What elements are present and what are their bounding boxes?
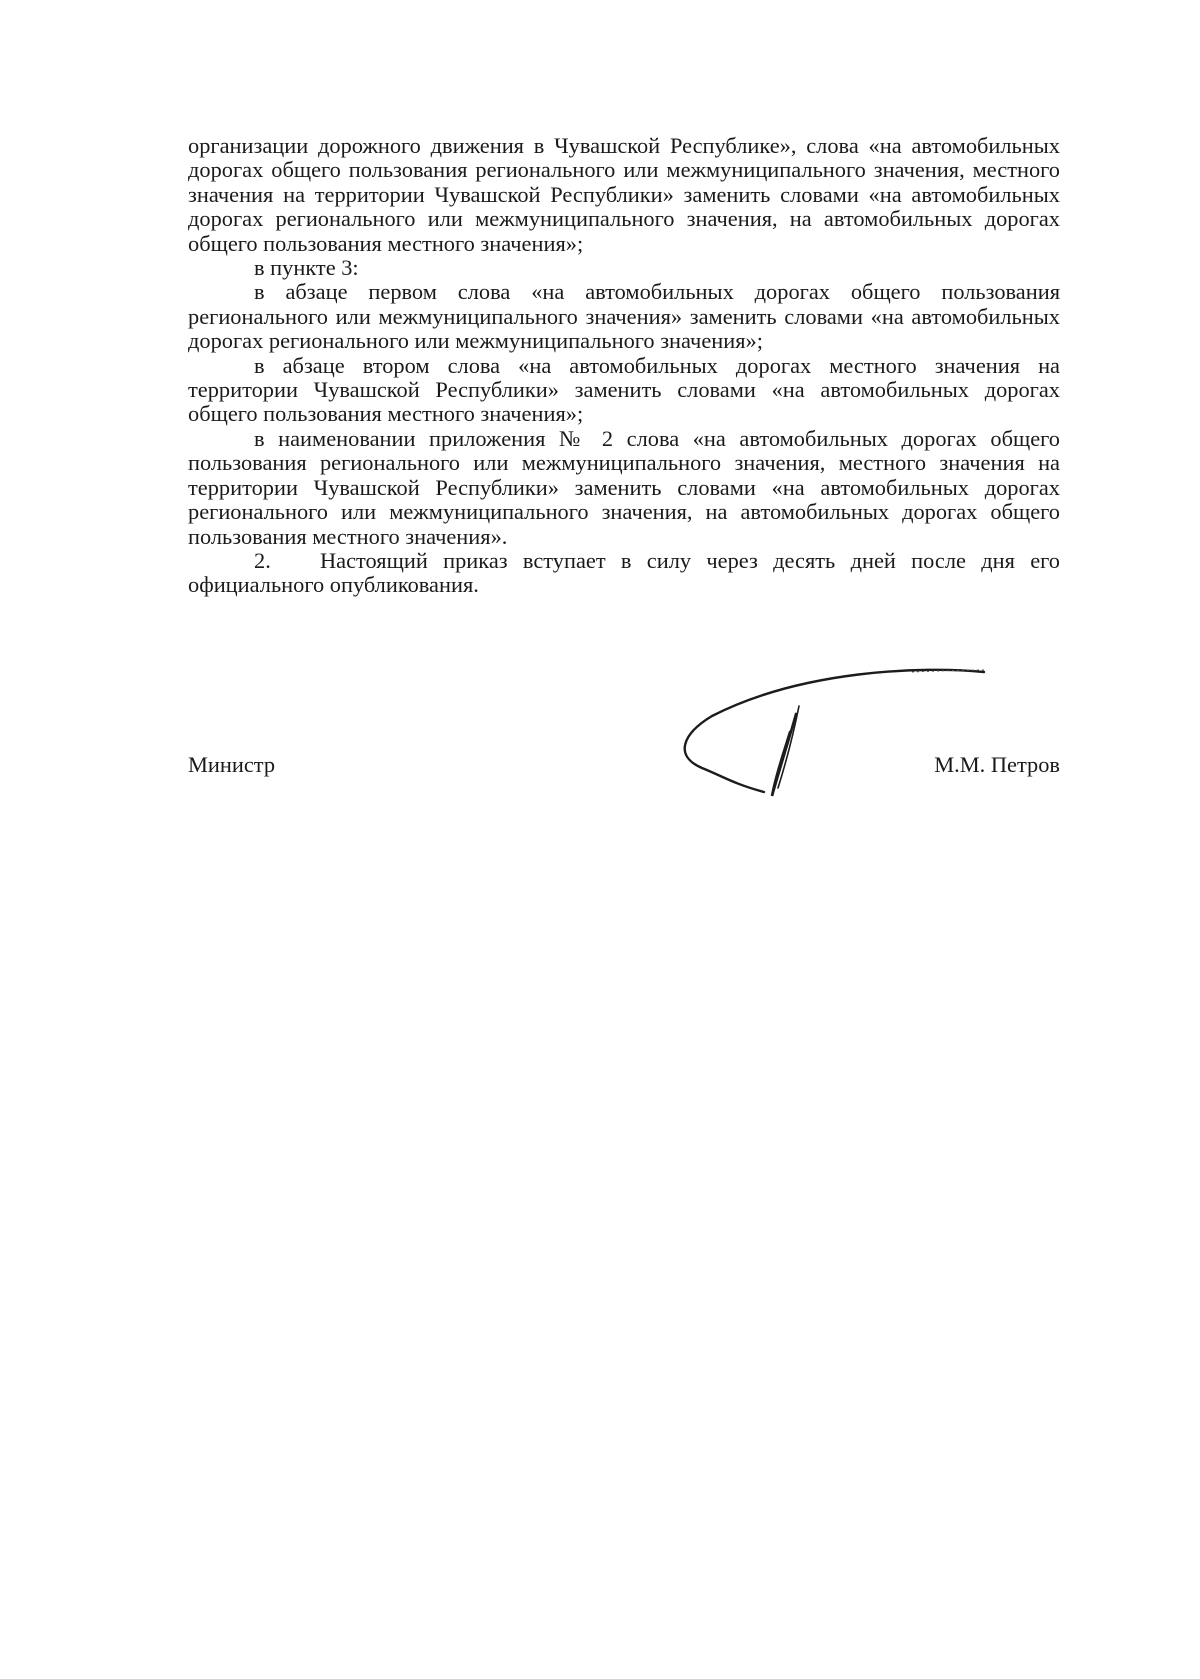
handwritten-signature [672,656,1002,806]
point-number: 2. [254,547,271,573]
signatory-position: Министр [188,752,276,777]
paragraph-point-3-heading: в пункте 3: [254,255,359,281]
paragraph-point-2 [188,549,1060,598]
signature-vertical-stroke [772,714,796,796]
paragraph-first-abzac: в абзаце первом слова «на автомобильных дорогах общего пользования регионального или межмуниципального значения» заменить словами «на автомобильных дорогах регионального или межмуниципального значения»; [188,279,1060,354]
point-2-text: Настоящий приказ вступает в силу через десять дней после дня его официального опубликования. [188,547,1060,598]
signature-loop-stroke [685,670,984,792]
document-body [188,134,1060,598]
paragraph-second-abzac: в абзаце втором слова «на автомобильных дорогах местного значения на территории Чувашской Республики» заменить словами «на автомобильных дорогах общего пользования местного значения»; [188,352,1060,427]
paragraph-amendment-intro: организации дорожного движения в Чувашской Республике», слова «на автомобильных дорогах общего пользования регионального или межмуниципального значения, местного значения на территории Чувашской Республики» заменить словами «на автомобильных дорогах регионального или межмуниципального значения, на автомобильных дорогах общего пользования местного значения»; [188,133,1060,256]
signature-vertical-stroke-2 [778,706,799,788]
paragraph-appendix-2-title: в наименовании приложения № 2 слова «на автомобильных дорогах общего пользования регионального или межмуниципального значения, местного значения на территории Чувашской Республики» заменить словами «на автомобильных дорогах регионального или межмуниципального значения, на автомобильных дорогах общего пользования местного значения». [188,425,1060,549]
signatory-name: М.М. Петров [934,752,1060,777]
